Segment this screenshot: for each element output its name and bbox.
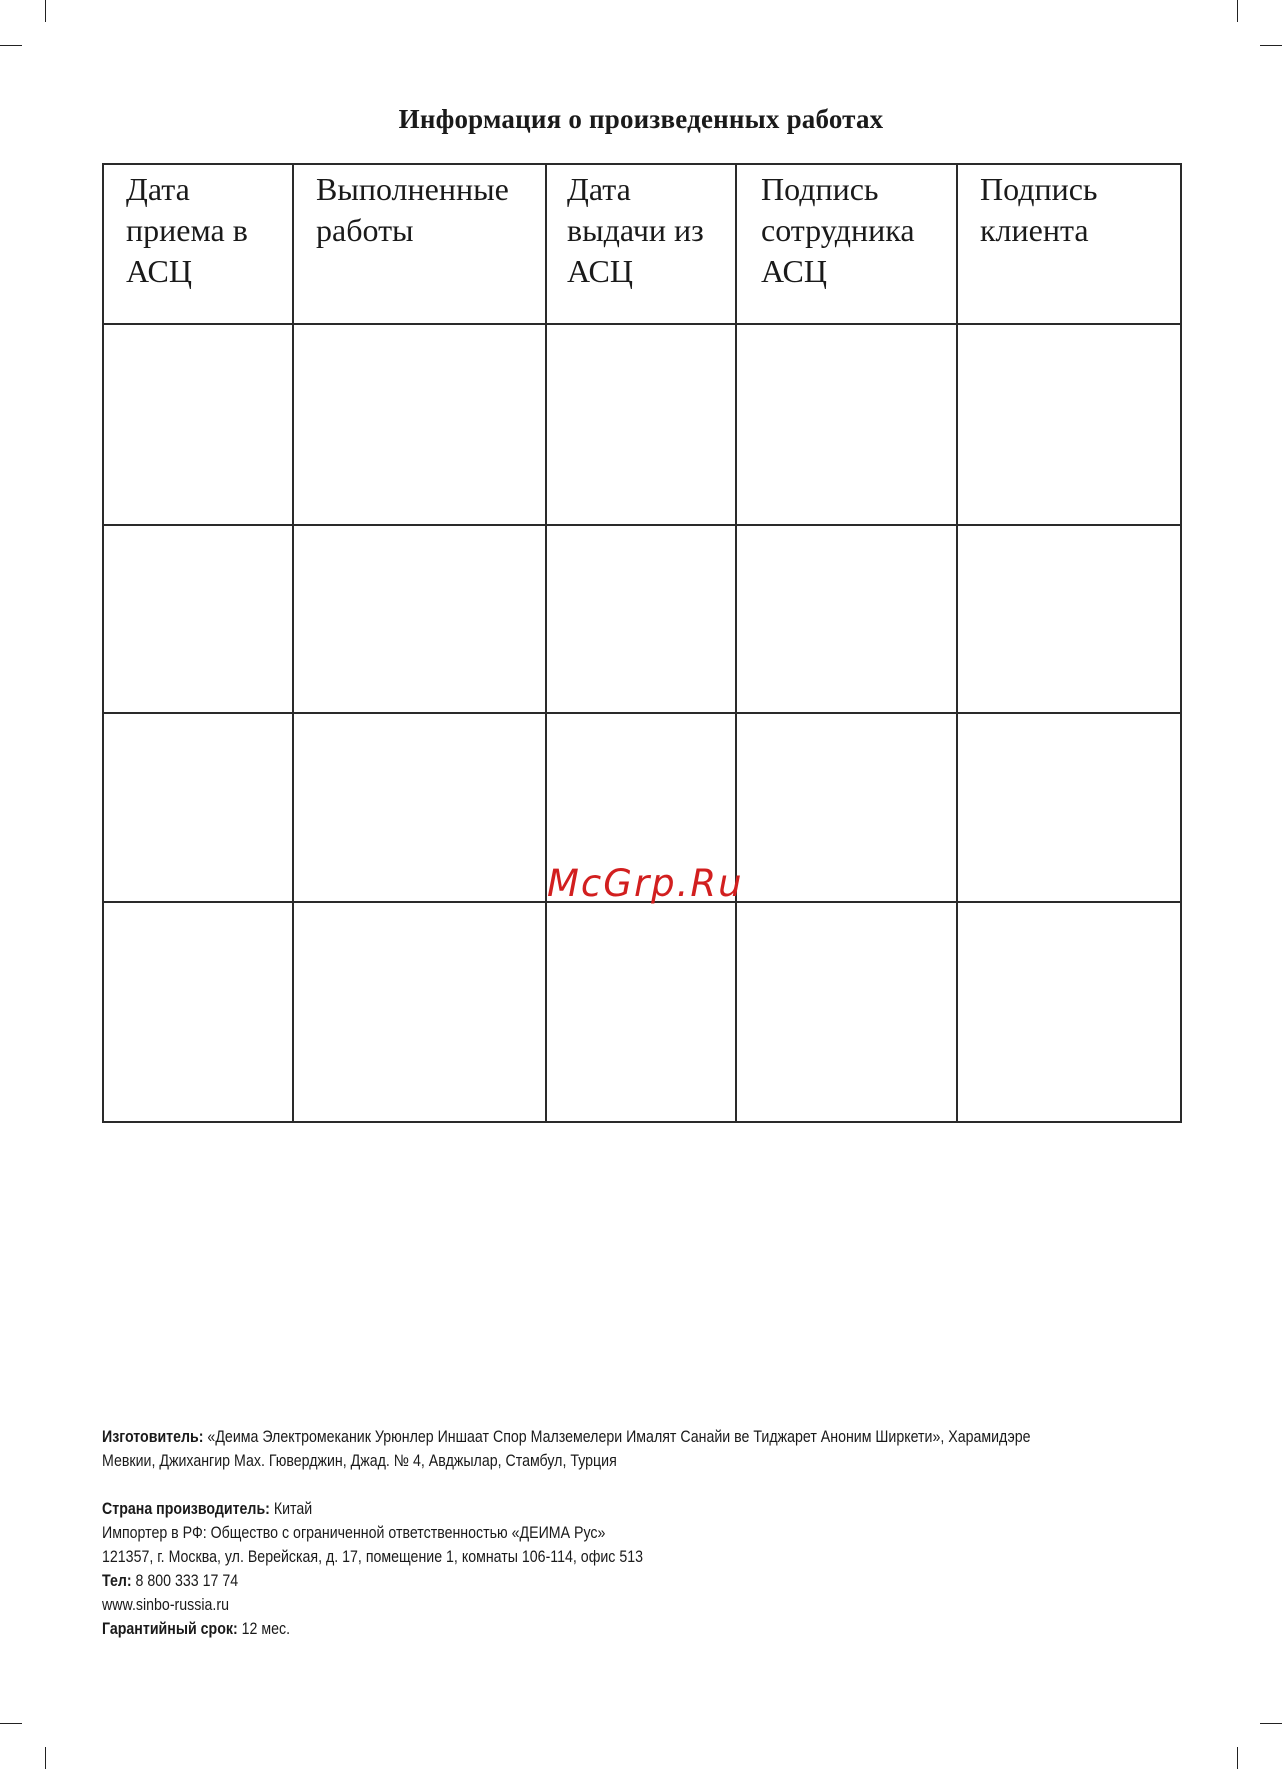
- crop-mark: [45, 0, 46, 22]
- table-cell[interactable]: [103, 902, 293, 1122]
- phone-label: Тел:: [102, 1572, 132, 1590]
- table-cell[interactable]: [957, 324, 1181, 525]
- manufacturer-info: [102, 1425, 1194, 1641]
- crop-mark: [0, 45, 22, 46]
- table-row: [103, 324, 1181, 525]
- table-cell[interactable]: [736, 525, 957, 713]
- table-cell[interactable]: [736, 902, 957, 1122]
- table-cell[interactable]: [546, 902, 736, 1122]
- warranty-value: 12 мес.: [237, 1620, 291, 1638]
- table-cell[interactable]: [293, 902, 546, 1122]
- table-cell[interactable]: [293, 713, 546, 902]
- table-row: [103, 902, 1181, 1122]
- website-link[interactable]: www.sinbo-russia.ru: [102, 1596, 229, 1614]
- service-records-table: [102, 163, 1182, 1123]
- header-client-signature: Подпись клиента: [957, 164, 1181, 324]
- warranty-label: Гарантийный срок:: [102, 1620, 238, 1638]
- table-cell[interactable]: [293, 324, 546, 525]
- manufacturer-label: Изготовитель:: [102, 1428, 204, 1446]
- importer-line: Импортер в РФ: Общество с ограниченной ответственностью «ДЕИМА Рус»: [102, 1524, 606, 1542]
- table-cell[interactable]: [736, 324, 957, 525]
- country-label: Страна производитель:: [102, 1500, 270, 1518]
- phone-value: 8 800 333 17 74: [131, 1572, 239, 1590]
- warranty-line: [102, 1617, 1194, 1641]
- watermark: McGrp.Ru: [547, 862, 744, 905]
- header-employee-signature: Подпись сотрудника АСЦ: [736, 164, 957, 324]
- country-value: Китай: [269, 1500, 313, 1518]
- crop-mark: [1260, 45, 1282, 46]
- table-cell[interactable]: [293, 525, 546, 713]
- phone-line: [102, 1569, 1194, 1593]
- header-date-issued: Дата выдачи из АСЦ: [546, 164, 736, 324]
- table-row: [103, 525, 1181, 713]
- crop-mark: [1260, 1723, 1282, 1724]
- page-title: Информация о произведенных работах: [398, 104, 884, 134]
- table-cell[interactable]: [546, 525, 736, 713]
- table-cell[interactable]: [736, 713, 957, 902]
- crop-mark: [1237, 0, 1238, 22]
- crop-mark: [45, 1747, 46, 1769]
- header-work-performed: Выполненные работы: [293, 164, 546, 324]
- crop-mark: [0, 1723, 22, 1724]
- table-cell[interactable]: [546, 324, 736, 525]
- table-cell[interactable]: [957, 713, 1181, 902]
- table-header-row: [103, 164, 1181, 324]
- table-cell[interactable]: [957, 525, 1181, 713]
- manufacturer-address: Мевкии, Джихангир Мах. Гюверджин, Джад. № 4, Авджылар, Стамбул, Турция: [102, 1452, 617, 1470]
- importer-address: 121357, г. Москва, ул. Верейская, д. 17, помещение 1, комнаты 106-114, офис 513: [102, 1548, 644, 1566]
- manufacturer-line: [102, 1425, 1194, 1449]
- manufacturer-text: «Деима Электромеканик Урюнлер Иншаат Спор Малземелери Ималят Санайи ве Тиджарет Аноним Ширкети», Харамидэре: [203, 1428, 1031, 1446]
- table-cell[interactable]: [103, 525, 293, 713]
- table-cell[interactable]: [957, 902, 1181, 1122]
- table-cell[interactable]: [103, 324, 293, 525]
- country-line: [102, 1497, 1194, 1521]
- header-date-received: Дата приема в АСЦ: [103, 164, 293, 324]
- table-cell[interactable]: [103, 713, 293, 902]
- crop-mark: [1237, 1747, 1238, 1769]
